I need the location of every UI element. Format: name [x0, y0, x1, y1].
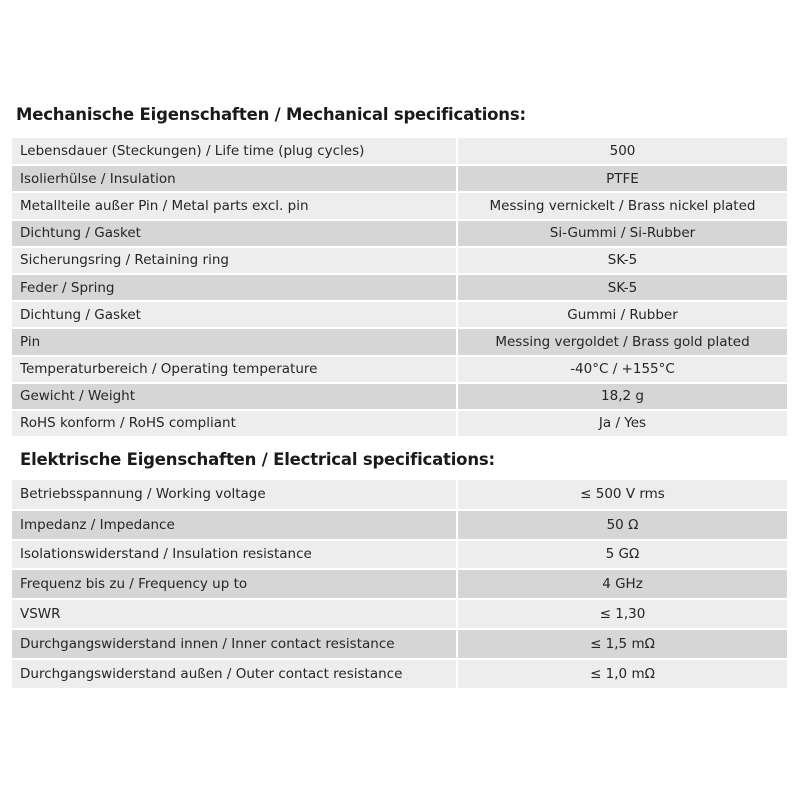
electrical-section-title: Elektrische Eigenschaften / Electrical specifications:	[20, 450, 495, 469]
spec-label: Pin	[12, 328, 457, 355]
spec-label: Frequenz bis zu / Frequency up to	[12, 569, 457, 599]
spec-value: 5 GΩ	[457, 540, 787, 570]
mechanical-spec-table	[12, 138, 787, 438]
table-row	[12, 247, 787, 274]
spec-value: ≤ 1,5 mΩ	[457, 629, 787, 659]
spec-value: ≤ 1,30	[457, 599, 787, 629]
table-row	[12, 659, 787, 689]
spec-label: Sicherungsring / Retaining ring	[12, 247, 457, 274]
spec-value: SK-5	[457, 247, 787, 274]
spec-label: Durchgangswiderstand außen / Outer contact resistance	[12, 659, 457, 689]
table-row	[12, 569, 787, 599]
spec-value: 18,2 g	[457, 383, 787, 410]
spec-label: Dichtung / Gasket	[12, 301, 457, 328]
spec-label: Lebensdauer (Steckungen) / Life time (plug cycles)	[12, 138, 457, 165]
spec-value: -40°C / +155°C	[457, 356, 787, 383]
table-row	[12, 540, 787, 570]
spec-label: Isolationswiderstand / Insulation resistance	[12, 540, 457, 570]
spec-value: SK-5	[457, 274, 787, 301]
table-row	[12, 220, 787, 247]
table-row	[12, 599, 787, 629]
spec-label: VSWR	[12, 599, 457, 629]
spec-label: Temperaturbereich / Operating temperature	[12, 356, 457, 383]
table-row	[12, 165, 787, 192]
spec-value: 4 GHz	[457, 569, 787, 599]
mechanical-section-title: Mechanische Eigenschaften / Mechanical specifications:	[16, 105, 526, 124]
table-row	[12, 356, 787, 383]
spec-label: Metallteile außer Pin / Metal parts excl. pin	[12, 192, 457, 219]
spec-label: Dichtung / Gasket	[12, 220, 457, 247]
table-row	[12, 274, 787, 301]
table-row	[12, 629, 787, 659]
spec-label: Betriebsspannung / Working voltage	[12, 480, 457, 510]
table-row	[12, 480, 787, 510]
spec-label: Impedanz / Impedance	[12, 510, 457, 540]
spec-label: Durchgangswiderstand innen / Inner contact resistance	[12, 629, 457, 659]
table-row	[12, 328, 787, 355]
spec-value: Ja / Yes	[457, 410, 787, 437]
spec-value: PTFE	[457, 165, 787, 192]
spec-value: 500	[457, 138, 787, 165]
spec-value: Gummi / Rubber	[457, 301, 787, 328]
table-row	[12, 510, 787, 540]
spec-value: Messing vergoldet / Brass gold plated	[457, 328, 787, 355]
spec-label: Gewicht / Weight	[12, 383, 457, 410]
spec-label: RoHS konform / RoHS compliant	[12, 410, 457, 437]
spec-value: ≤ 500 V rms	[457, 480, 787, 510]
table-row	[12, 383, 787, 410]
electrical-spec-table	[12, 480, 787, 690]
spec-value: ≤ 1,0 mΩ	[457, 659, 787, 689]
spec-value: 50 Ω	[457, 510, 787, 540]
spec-value: Si-Gummi / Si-Rubber	[457, 220, 787, 247]
spec-label: Feder / Spring	[12, 274, 457, 301]
table-row	[12, 301, 787, 328]
table-row	[12, 138, 787, 165]
spec-value: Messing vernickelt / Brass nickel plated	[457, 192, 787, 219]
table-row	[12, 192, 787, 219]
table-row	[12, 410, 787, 437]
spec-label: Isolierhülse / Insulation	[12, 165, 457, 192]
